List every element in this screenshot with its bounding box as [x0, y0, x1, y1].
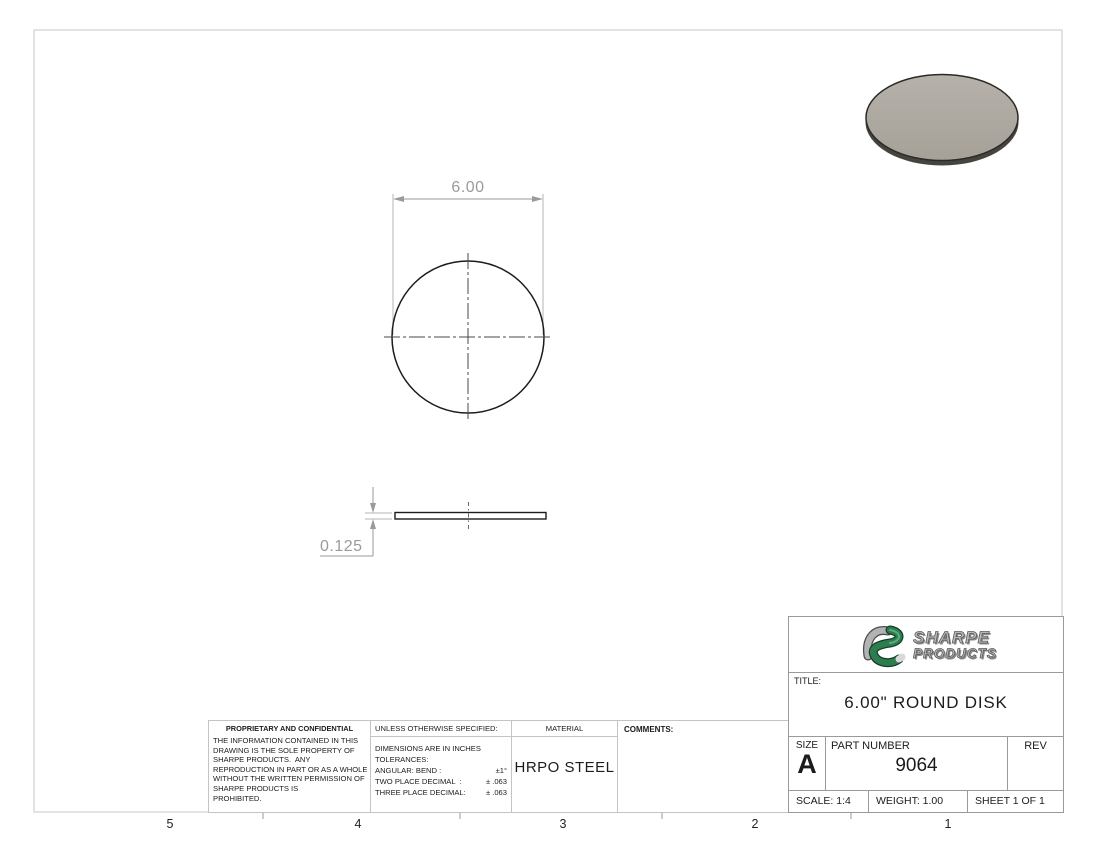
- size-label: SIZE: [795, 740, 819, 751]
- tolerances-header: UNLESS OTHERWISE SPECIFIED:: [371, 721, 511, 737]
- part-number-cell: [826, 737, 1008, 790]
- tolerances-label: TOLERANCES:: [375, 755, 429, 764]
- part-number-value: 9064: [895, 755, 938, 776]
- title-block-size-row: [788, 736, 1064, 791]
- tolerance-row-two-place: [371, 776, 511, 787]
- zone-number-4: 4: [354, 817, 362, 831]
- scale-cell: SCALE: 1:4: [789, 791, 869, 812]
- comments-label: COMMENTS:: [624, 725, 674, 734]
- tolerances-body: [371, 737, 511, 798]
- zone-number-2: 2: [751, 817, 759, 831]
- proprietary-header: PROPRIETARY AND CONFIDENTIAL: [225, 724, 354, 733]
- tolerance-row-angular: [371, 765, 511, 776]
- logo-word-products: PRODUCTS: [913, 645, 997, 661]
- logo-word-sharpe: SHARPE: [913, 627, 990, 647]
- tolerance-label: TWO PLACE DECIMAL :: [375, 777, 462, 786]
- tolerances-units-note: DIMENSIONS ARE IN INCHES: [375, 744, 481, 753]
- proprietary-box: [208, 720, 371, 813]
- tolerance-row-three-place: [371, 787, 511, 798]
- proprietary-text-line: WITHOUT THE WRITTEN PERMISSION OF: [213, 774, 365, 784]
- sharpe-logo-icon: [855, 622, 907, 668]
- material-box: [511, 720, 618, 813]
- comments-box: [617, 720, 789, 813]
- size-value: A: [797, 749, 817, 779]
- title-block-title-row: [788, 672, 1064, 737]
- rev-label: REV: [1024, 740, 1047, 752]
- tolerance-value: ± .063: [485, 777, 507, 786]
- material-header: MATERIAL: [512, 721, 617, 737]
- proprietary-text-line: SHARPE PRODUCTS. ANY: [213, 755, 311, 765]
- drawing-title: 6.00" ROUND DISK: [844, 693, 1008, 712]
- size-cell: [789, 737, 826, 790]
- proprietary-text-line: SHARPE PRODUCTS IS: [213, 783, 299, 793]
- rev-cell: [1008, 737, 1063, 790]
- zone-number-3: 3: [559, 817, 567, 831]
- title-block-logo-row: [788, 616, 1064, 673]
- zone-number-1: 1: [944, 817, 952, 831]
- sharpe-logo-text: [913, 629, 997, 661]
- sheet-cell: SHEET 1 OF 1: [975, 795, 1045, 807]
- weight-cell: WEIGHT: 1.00: [869, 791, 968, 812]
- tolerances-box: [370, 720, 512, 813]
- proprietary-text-line: DRAWING IS THE SOLE PROPERTY OF: [213, 745, 355, 755]
- part-number-label: PART NUMBER: [831, 740, 910, 752]
- proprietary-text-line: REPRODUCTION IN PART OR AS A WHOLE: [213, 764, 368, 774]
- title-block-scale-row: [788, 790, 1064, 813]
- diameter-dimension: 6.00: [451, 179, 485, 196]
- material-value: HRPO STEEL: [514, 759, 615, 776]
- tolerance-label: ANGULAR: BEND :: [375, 766, 442, 775]
- tolerance-value: ± .063: [485, 788, 507, 797]
- zone-number-5: 5: [166, 817, 174, 831]
- proprietary-text-line: PROHIBITED.: [213, 793, 262, 803]
- thickness-dimension: 0.125: [320, 538, 363, 555]
- tolerance-value: ±1°: [495, 766, 507, 775]
- tolerance-label: THREE PLACE DECIMAL:: [375, 788, 466, 797]
- proprietary-text-line: THE INFORMATION CONTAINED IN THIS: [213, 736, 359, 745]
- title-label: TITLE:: [794, 676, 822, 686]
